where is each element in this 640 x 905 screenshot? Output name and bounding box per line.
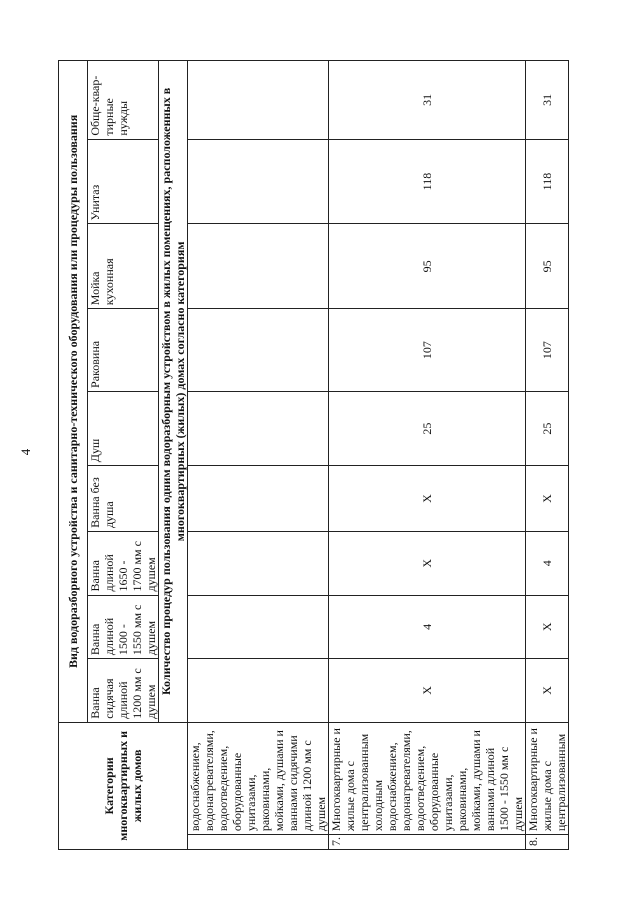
cell-value: X <box>526 466 569 532</box>
cell-value: X <box>526 595 569 659</box>
column-header: Ванна длиной 1500 - 1550 мм с душем <box>88 595 159 659</box>
category-header: Категории многоквартирных и жилых домов <box>59 722 188 849</box>
cell-value: 31 <box>526 61 569 140</box>
rotated-table-container <box>58 60 578 850</box>
water-usage-table <box>58 60 569 850</box>
column-header: Унитаз <box>88 139 159 224</box>
column-header: Обще-квар-тирные нужды <box>88 61 159 140</box>
cell-value: 107 <box>526 309 569 392</box>
cell-value: X <box>329 659 526 723</box>
column-header: Раковина <box>88 309 159 392</box>
table-row <box>526 61 569 850</box>
cell-value: 25 <box>526 391 569 465</box>
cell-value: X <box>329 466 526 532</box>
row-number: 8. <box>526 835 569 850</box>
table-row <box>329 61 526 850</box>
column-header: Ванна длиной 1650 - 1700 мм с душем <box>88 531 159 595</box>
cell-value: 95 <box>526 224 569 309</box>
column-header: Ванна без душа <box>88 466 159 532</box>
cell-value: 107 <box>329 309 526 392</box>
equipment-header: Вид водоразборного устройства и санитарно-технического оборудования или процедуры пользования <box>59 61 88 723</box>
page-number: 4 <box>18 448 33 456</box>
cell-value: 31 <box>329 61 526 140</box>
cell-value: 4 <box>329 595 526 659</box>
row-category: Многоквартирные и жилые дома с централизованным <box>526 722 569 834</box>
cell-value: X <box>329 531 526 595</box>
cell-value: 4 <box>526 531 569 595</box>
cell-value: 118 <box>329 139 526 224</box>
cell-value: 118 <box>526 139 569 224</box>
cell-value: 25 <box>329 391 526 465</box>
column-header: Душ <box>88 391 159 465</box>
column-header: Ванна сидячая длиной 1200 мм с душем <box>88 659 159 723</box>
quantity-note: Количество процедур пользования одним водоразборным устройством в жилых помещениях, расположенных в многоквартирных (жилых) домах согласно категориям <box>159 61 188 723</box>
cell-value: 95 <box>329 224 526 309</box>
continuation-number-cell <box>188 835 329 850</box>
cell-value: X <box>526 659 569 723</box>
row-category: Многоквартирные и жилые дома с централизованным холодным водоснабжением, водонагревателями, водоотведением, оборудованные унитазами, раковинами, мойками, душами и ваннами длиной 1500 - 1550 мм с душем <box>329 722 526 834</box>
row-number: 7. <box>329 835 526 850</box>
column-header: Мойка кухонная <box>88 224 159 309</box>
continuation-category: водоснабжением, водонагревателями, водоотведением, оборудованные унитазами, раковинами, мойками, душами и ваннами сидячими длиной 1200 мм с душем <box>188 722 329 834</box>
